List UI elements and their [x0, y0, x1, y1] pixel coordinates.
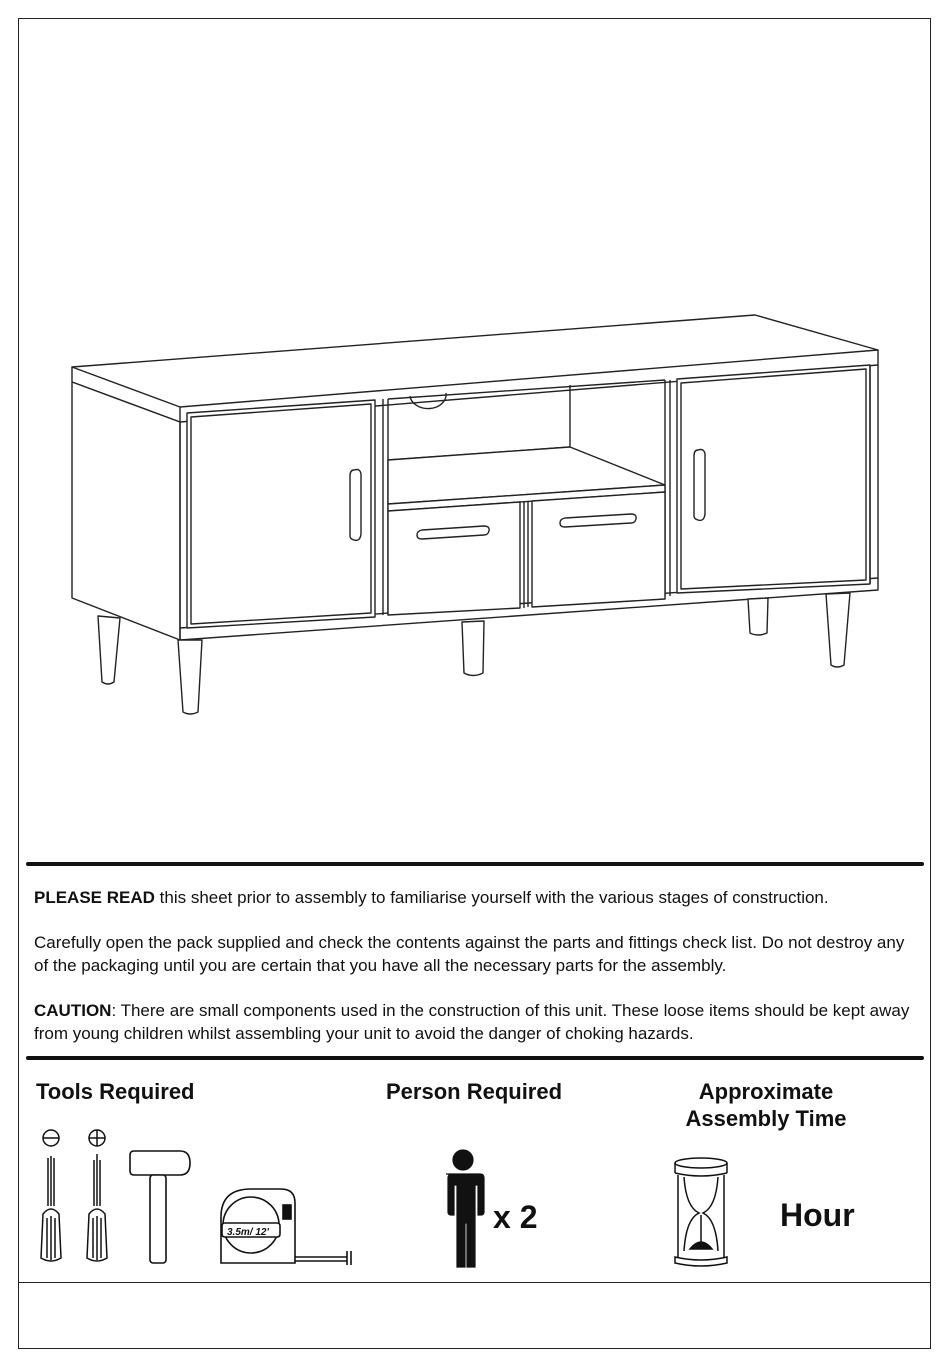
footer-divider: [18, 1282, 931, 1283]
caution-label: CAUTION: [34, 1001, 112, 1020]
person-count: x 2: [493, 1199, 538, 1235]
tape-measure-label: 3.5m/ 12': [227, 1227, 269, 1238]
hourglass-icon: [668, 1155, 734, 1267]
assembly-time-heading-line2: Assembly Time: [685, 1106, 847, 1131]
please-read-paragraph: [34, 886, 914, 909]
phillips-screwdriver-icon: [82, 1128, 112, 1268]
caution-text: : There are small components used in the construction of this unit. These loose items should be kept away from young children whilst assembling your unit to avoid the danger of choking hazards.: [34, 1001, 910, 1043]
person-required-heading: Person Required: [386, 1079, 563, 1104]
tape-measure-icon: [205, 1185, 355, 1267]
tools-required-heading: Tools Required: [36, 1079, 195, 1104]
please-read-text: this sheet prior to assembly to familiarise yourself with the various stages of construction.: [154, 888, 829, 907]
check-contents-paragraph: Carefully open the pack supplied and check the contents against the parts and fittings check list. Do not destroy any of the packaging until you are certain that you have all the necessary parts for the assembly.: [34, 933, 905, 975]
assembly-time-heading: [668, 1078, 864, 1132]
flathead-screwdriver-icon: [36, 1128, 66, 1268]
tv-unit-illustration: [60, 310, 890, 730]
please-read-label: PLEASE READ: [34, 888, 155, 907]
section-divider-top: [26, 862, 924, 866]
hammer-icon: [128, 1145, 194, 1267]
caution-paragraph: [34, 999, 914, 1045]
person-icon: [438, 1148, 488, 1268]
assembly-time-unit: Hour: [780, 1197, 855, 1233]
section-divider-bottom: [26, 1056, 924, 1060]
assembly-time-heading-line1: Approximate: [698, 1079, 834, 1104]
